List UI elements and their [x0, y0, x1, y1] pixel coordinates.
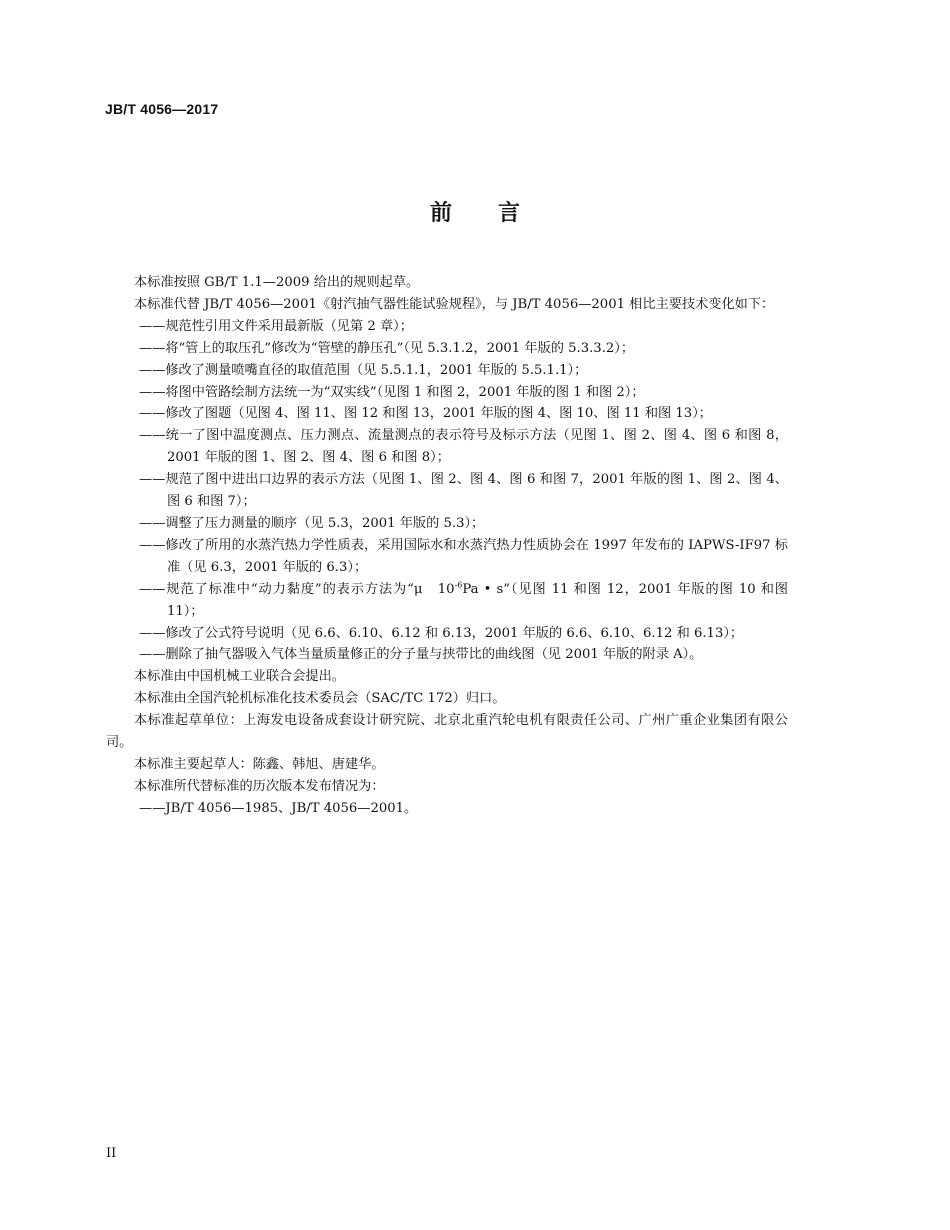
list-item: ——修改了所用的水蒸汽热力学性质表，采用国际水和水蒸汽热力性质协会在 1997 年发布的 IAPWS-IF97 标准（见 6.3，2001 年版的 6.3）； [139, 537, 788, 575]
paragraph: 本标准起草单位：上海发电设备成套设计研究院、北京北重汽轮电机有限责任公司、广州广重企业集团有限公司。 [106, 713, 788, 751]
list-item: ——规范了图中进出口边界的表示方法（见图 1、图 2、图 4、图 6 和图 7，2001 年版的图 1、图 2、图 4、图 6 和图 7）； [139, 472, 788, 510]
list-item: ——规范性引用文件采用最新版（见第 2 章）； [139, 318, 413, 334]
list-item-history: ——JB/T 4056—1985、JB/T 4056—2001。 [139, 800, 418, 816]
paragraph: 本标准由全国汽轮机标准化技术委员会（SAC/TC 172）归口。 [134, 691, 506, 707]
title-char-1: 前 [429, 201, 452, 226]
viscosity-exponent: -6 [454, 580, 463, 590]
paragraph: 本标准主要起草人：陈鑫、韩旭、唐建华。 [134, 756, 385, 772]
list-item: ——修改了测量喷嘴直径的取值范围（见 5.5.1.1，2001 年版的 5.5.1.1）； [139, 362, 588, 378]
title-char-2: 言 [498, 201, 521, 226]
list-item: ——删除了抽气器吸入气体当量质量修正的分子量与挟带比的曲线图（见 2001 年版的附录 A）。 [139, 647, 703, 663]
list-item: ——统一了图中温度测点、压力测点、流量测点的表示符号及标示方法（见图 1、图 2、图 4、图 6 和图 8，2001 年版的图 1、图 2、图 4、图 6 和图 8）； [139, 428, 788, 466]
list-item: ——修改了公式符号说明（见 6.6、6.10、6.12 和 6.13，2001 年版的 6.6、6.10、6.12 和 6.13）； [139, 625, 744, 641]
list-item: ——将图中管路绘制方法统一为“双实线”（见图 1 和图 2，2001 年版的图 1 和图 2）； [139, 384, 645, 400]
list-item: ——修改了图题（见图 4、图 11、图 12 和图 13，2001 年版的图 4、图 10、图 11 和图 13）； [139, 406, 712, 422]
list-item: ——调整了压力测量的顺序（见 5.3，2001 年版的 5.3）； [139, 515, 485, 531]
page-number: II [106, 1146, 117, 1161]
viscosity-text-before: ——规范了标准中“动力黏度”的表示方法为“μ 10 [139, 581, 455, 597]
paragraph: 本标准所代替标准的历次版本发布情况为： [134, 778, 385, 794]
paragraph: 本标准由中国机械工业联合会提出。 [134, 669, 345, 685]
document-code-header: JB/T 4056—2017 [105, 101, 219, 117]
page-title [0, 196, 950, 227]
paragraph: 本标准代替 JB/T 4056—2001《射汽抽气器性能试验规程》，与 JB/T 4056—2001 相比主要技术变化如下： [134, 296, 775, 312]
foreword-body [106, 272, 788, 820]
viscosity-text-after: Pa • s”（见图 11 和图 12，2001 年版的图 10 和图 11）； [167, 581, 788, 619]
list-item-viscosity [106, 579, 788, 623]
list-item: ——将“管上的取压孔”修改为“管壁的静压孔”（见 5.3.1.2，2001 年版的 5.3.3.2）； [139, 340, 635, 356]
paragraph: 本标准按照 GB/T 1.1—2009 给出的规则起草。 [134, 275, 420, 290]
